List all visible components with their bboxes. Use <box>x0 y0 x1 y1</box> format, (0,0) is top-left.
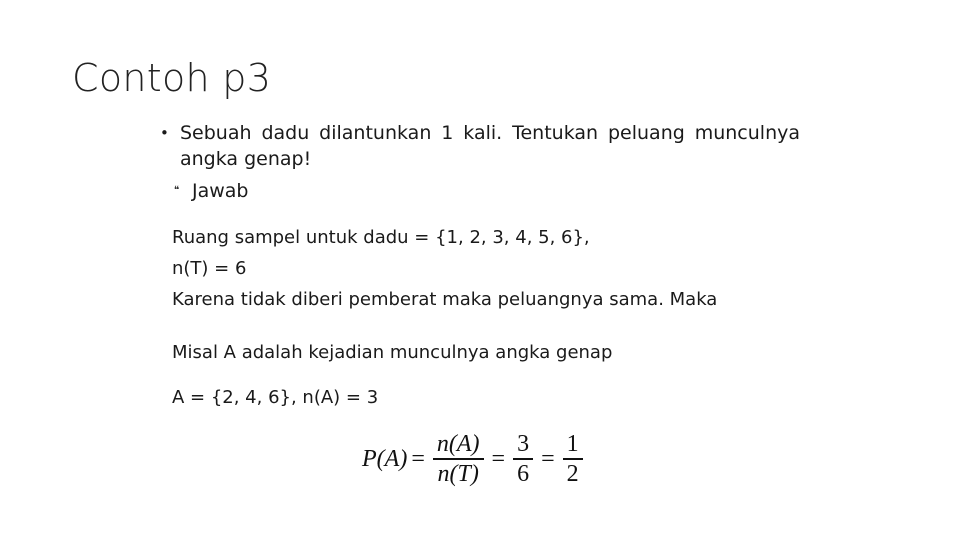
fraction-nA-over-nT <box>433 430 484 488</box>
equal-probability-line: Karena tidak diberi pemberat maka peluangnya sama. Maka <box>172 289 718 310</box>
fraction-3-over-6 <box>513 430 533 488</box>
fraction-denominator: n(T) <box>437 460 479 487</box>
spacer <box>172 368 717 382</box>
event-definition-line: Misal A adalah kejadian munculnya angka genap <box>172 342 613 363</box>
question-bullet <box>160 120 800 172</box>
probability-formula <box>362 424 587 494</box>
formula-equals: = <box>541 445 555 472</box>
fraction-denominator: 6 <box>517 460 530 487</box>
fraction-denominator: 2 <box>566 460 579 487</box>
formula-equals: = <box>411 445 425 472</box>
question-block <box>160 120 800 204</box>
spacer <box>172 315 717 337</box>
fraction-numerator: n(A) <box>436 431 480 458</box>
fraction-1-over-2 <box>563 430 583 488</box>
answer-sub-bullet <box>174 178 800 204</box>
answer-label: Jawab <box>192 180 249 202</box>
fraction-numerator: 3 <box>517 431 530 458</box>
formula-lhs: P(A) <box>362 445 408 472</box>
bullet-dot-icon: • <box>160 124 169 142</box>
answer-body <box>172 222 717 413</box>
fraction-numerator: 1 <box>566 431 579 458</box>
sample-space-count-line: n(T) = 6 <box>172 258 247 279</box>
event-set-line: A = {2, 4, 6}, n(A) = 3 <box>172 387 379 408</box>
question-text: Sebuah dadu dilantunkan 1 kali. Tentukan peluang munculnya angka genap! <box>180 122 800 170</box>
formula-equals: = <box>491 445 506 472</box>
slide-title: Contoh p3 <box>72 56 272 100</box>
quote-bullet-icon: ❝ <box>174 185 180 196</box>
sample-space-line: Ruang sampel untuk dadu = {1, 2, 3, 4, 5, 6}, <box>172 227 590 248</box>
